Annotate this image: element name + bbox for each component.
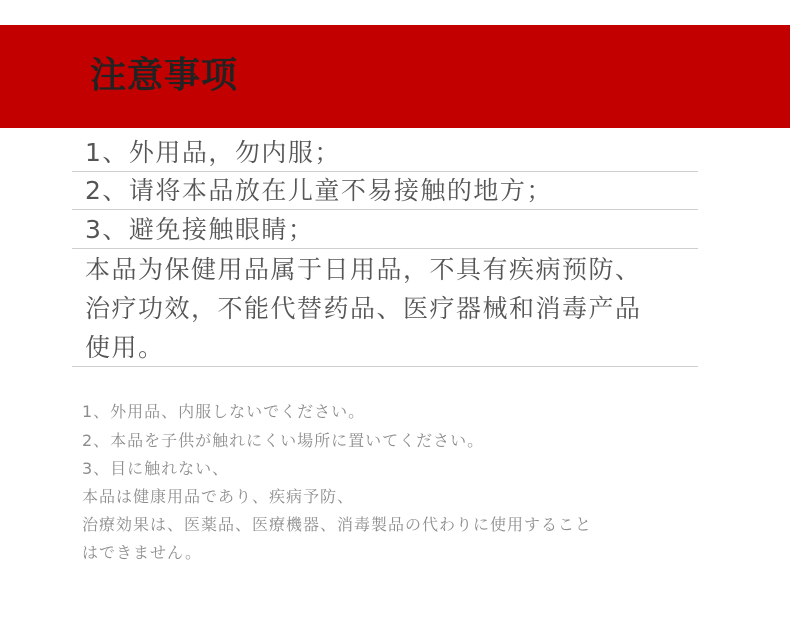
jp-notice-line-6: はできません。 — [82, 543, 202, 562]
divider — [72, 366, 698, 367]
notice-paragraph-line-1: 本品为保健用品属于日用品，不具有疾病预防、 — [85, 255, 642, 284]
jp-notice-line-4: 本品は健康用品であり、疾病予防、 — [82, 487, 355, 506]
notice-item-3: 3、避免接触眼睛； — [85, 215, 315, 244]
divider — [72, 248, 698, 249]
jp-notice-line-5: 治療効果は、医薬品、医療機器、消毒製品の代わりに使用すること — [82, 515, 593, 534]
jp-notice-line-2: 2、本品を子供が触れにくい場所に置いてください。 — [82, 431, 485, 450]
page-title: 注意事项 — [90, 55, 239, 96]
notice-item-2: 2、请将本品放在儿童不易接触的地方； — [85, 176, 553, 205]
divider — [72, 171, 698, 172]
jp-notice-line-3: 3、目に触れない、 — [82, 459, 230, 478]
notice-paragraph-line-2: 治疗功效，不能代替药品、医疗器械和消毒产品 — [85, 294, 642, 323]
notice-item-1: 1、外用品，勿内服； — [85, 138, 341, 167]
notice-paragraph-line-3: 使用。 — [85, 333, 165, 362]
jp-notice-line-1: 1、外用品、内服しないでください。 — [82, 402, 366, 421]
divider — [72, 209, 698, 210]
